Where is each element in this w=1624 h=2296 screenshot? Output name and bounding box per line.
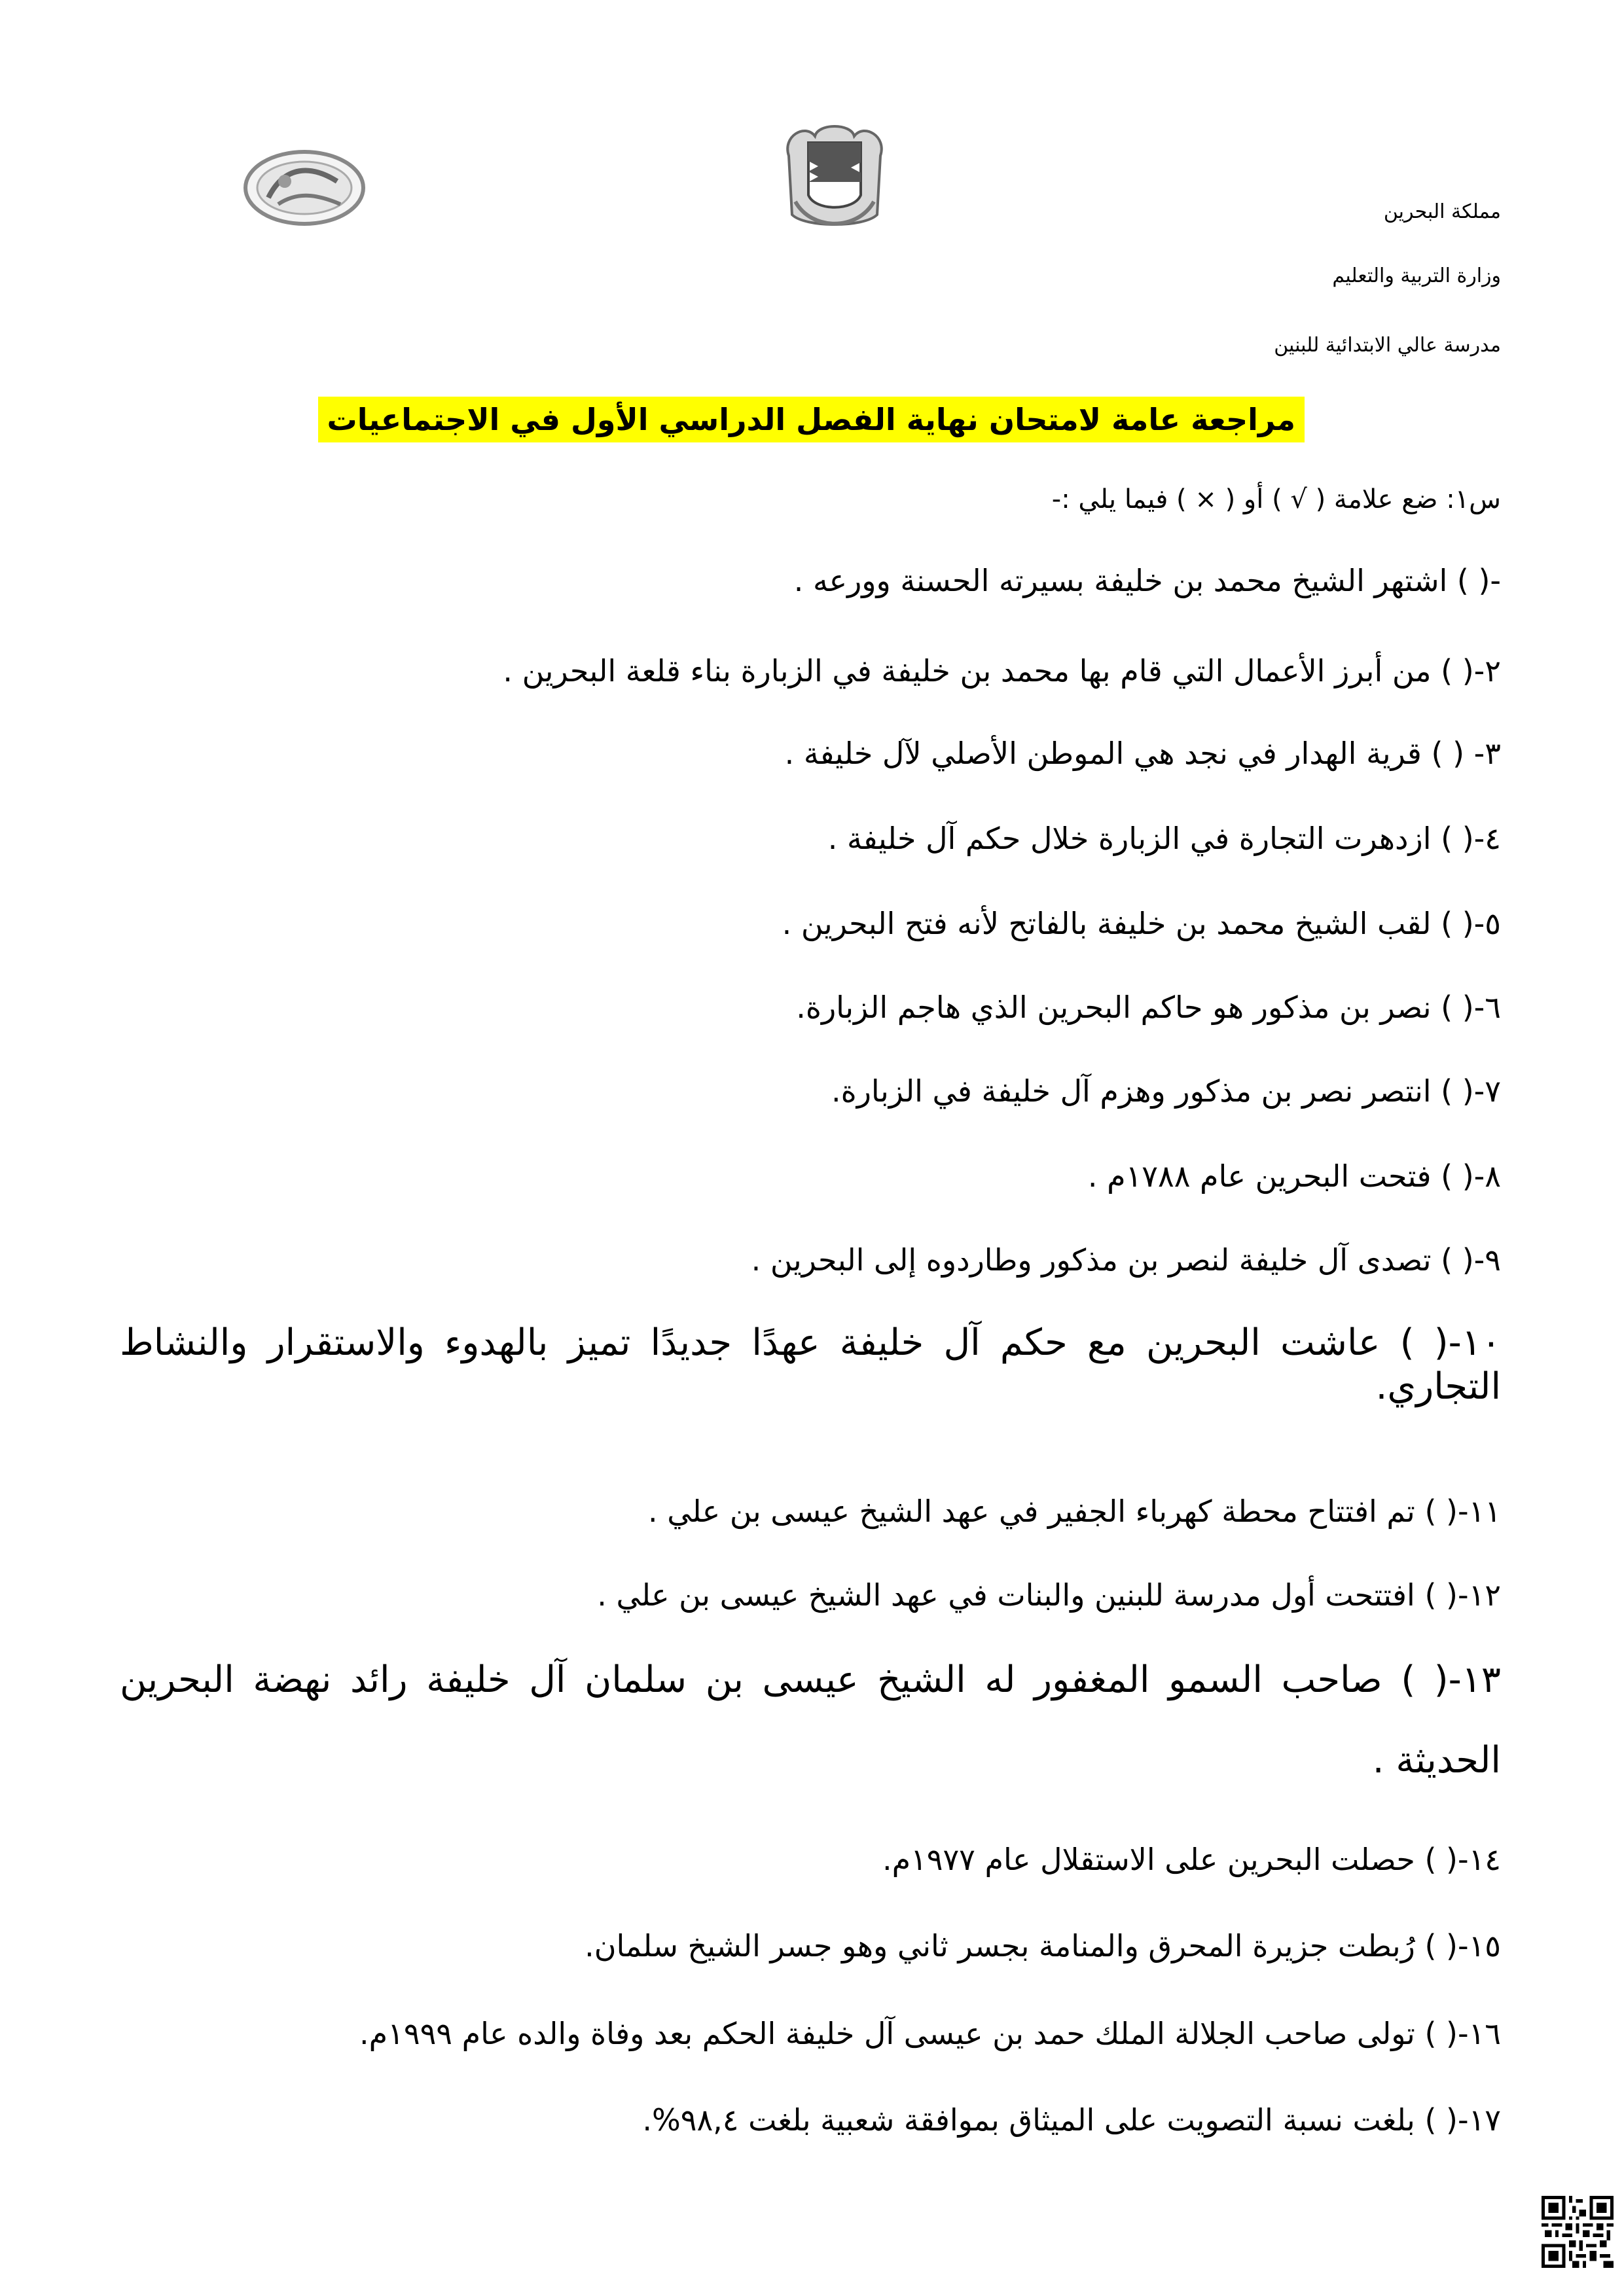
question-7: ٧-( ) انتصر نصر بن مذكور وهزم آل خليفة في الزبارة. <box>831 1073 1501 1109</box>
question-1: -( ) اشتهر الشيخ محمد بن خليفة بسيرته الحسنة وورعه . <box>793 563 1501 598</box>
question-5: ٥-( ) لقب الشيخ محمد بن خليفة بالفاتح لأنه فتح البحرين . <box>782 906 1501 941</box>
school-name: مدرسة عالي الابتدائية للبنين <box>1274 334 1501 357</box>
question-2: ٢-( ) من أبرز الأعمال التي قام بها محمد بن خليفة في الزبارة بناء قلعة البحرين . <box>503 653 1501 689</box>
school-emblem-icon <box>239 145 370 230</box>
title-text: مراجعة عامة لامتحان نهاية الفصل الدراسي الأول في الاجتماعيات <box>318 397 1305 442</box>
question-6: ٦-( ) نصر بن مذكور هو حاكم البحرين الذي هاجم الزبارة. <box>796 990 1501 1025</box>
question-16: ١٦-( ) تولى صاحب الجلالة الملك حمد بن عيسى آل خليفة الحكم بعد وفاة والده عام ١٩٩٩م. <box>359 2016 1501 2051</box>
question-12: ١٢-( ) افتتحت أول مدرسة للبنين والبنات في عهد الشيخ عيسى بن علي . <box>597 1577 1501 1613</box>
question-8: ٨-( ) فتحت البحرين عام ١٧٨٨م . <box>1087 1158 1501 1194</box>
question-11: ١١-( ) تم افتتاح محطة كهرباء الجفير في عهد الشيخ عيسى بن علي . <box>647 1494 1501 1529</box>
bahrain-coat-of-arms-icon <box>779 117 890 241</box>
question-9: ٩-( ) تصدى آل خليفة لنصر بن مذكور وطاردوه إلى البحرين . <box>751 1242 1501 1278</box>
page-title <box>318 397 1305 442</box>
question-17: ١٧-( ) بلغت نسبة التصويت على الميثاق بموافقة شعبية بلغت ٩٨,٤%. <box>642 2102 1501 2138</box>
question-instruction: س١: ضع علامة ( √ ) أو ( × ) فيما يلي :- <box>1051 484 1501 514</box>
question-15: ١٥-( ) رُبطت جزيرة المحرق والمنامة بجسر ثاني وهو جسر الشيخ سلمان. <box>585 1928 1501 1964</box>
qr-code-icon <box>1542 2196 1614 2268</box>
question-13: ١٣-( ) صاحب السمو المغفور له الشيخ عيسى بن سلمان آل خليفة رائد نهضة البحرين الحديثة . <box>120 1659 1501 1782</box>
question-4: ٤-( ) ازدهرت التجارة في الزبارة خلال حكم آل خليفة . <box>827 821 1501 856</box>
question-3: ٣- ( ) قرية الهدار في نجد هي الموطن الأصلي لآل خليفة . <box>784 736 1501 771</box>
question-10: ١٠-( ) عاشت البحرين مع حكم آل خليفة عهدًا جديدًا تميز بالهدوء والاستقرار والنشاط التجاري. <box>120 1321 1501 1408</box>
kingdom-name: مملكة البحرين <box>1383 200 1501 223</box>
ministry-name: وزارة التربية والتعليم <box>1332 264 1501 287</box>
question-14: ١٤-( ) حصلت البحرين على الاستقلال عام ١٩٧٧م. <box>882 1842 1501 1877</box>
